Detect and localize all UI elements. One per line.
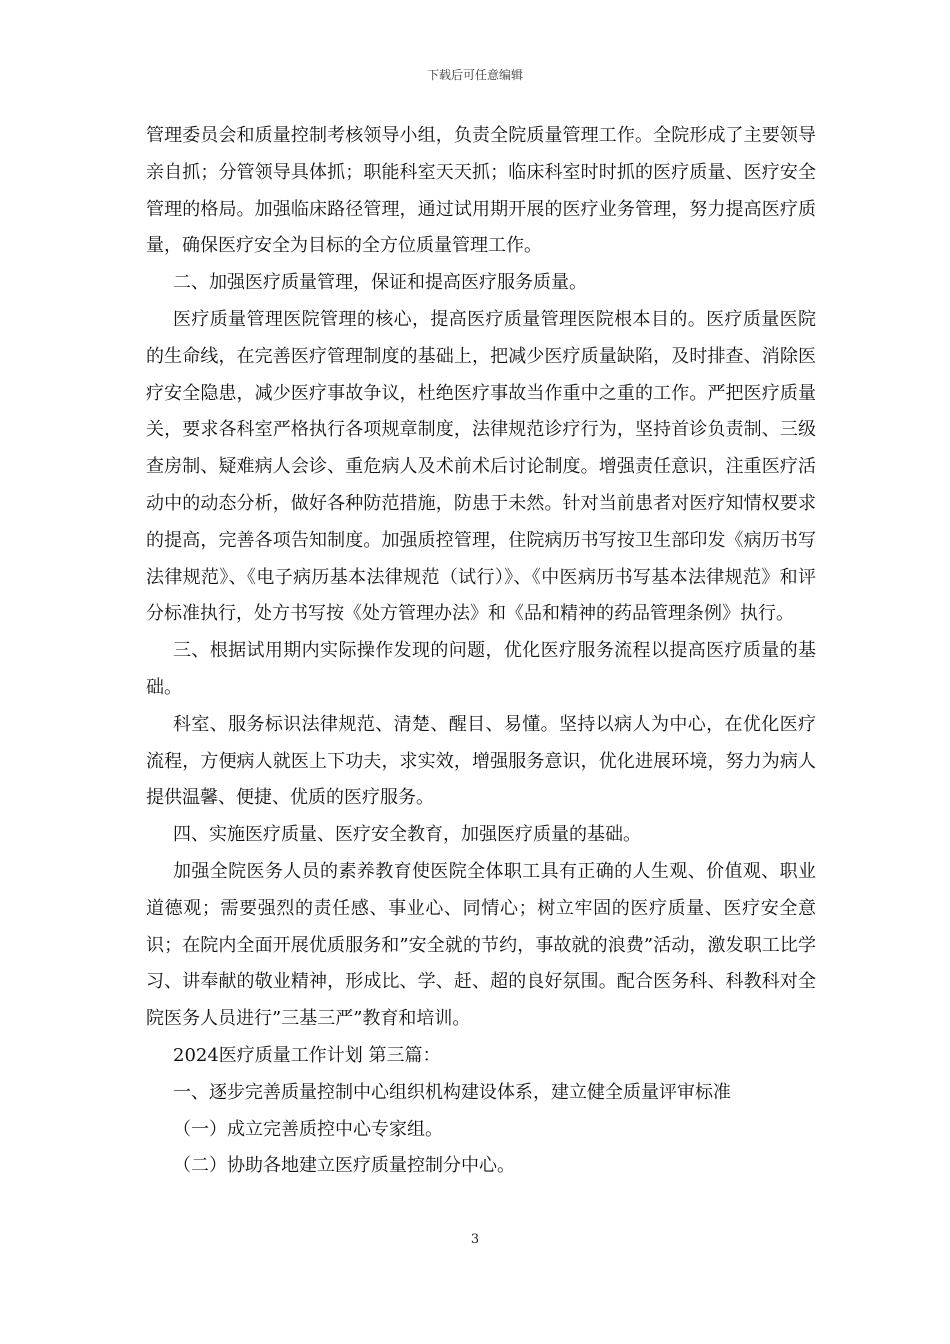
section-heading-4: 四、实施医疗质量、医疗安全教育，加强医疗质量的基础。 [173, 824, 641, 846]
paragraph-2: 医疗质量管理医院管理的核心，提高医疗质量管理医院根本目的。医疗质量医院的生命线，在完善医疗管理制度的基础上，把减少医疗质量缺陷，及时排查、消除医疗安全隐患，减少医疗事故争议，杜绝医疗事故当作重中之重的工作。严把医疗质量关，要求各科室严格执行各项规章制度，法律规范诊疗行为，坚持首诊负责制、三级查房制、疑难病人会诊、重危病人及术前术后讨论制度。增强责任意识，注重医疗活动中的动态分析，做好各种防范措施，防患于未然。针对当前患者对医疗知情权要求的提高，完善各项告知制度。加强质控管理，住院病历书写按卫生部印发《病历书写法律规范》、《电子病历基本法律规范（试行）》、《中医病历书写基本法律规范》和评分标准执行，处方书写按《处方管理办法》和《品和精神的药品管理条例》执行。 [146, 308, 816, 625]
subsection-1: （一）成立完善质控中心专家组。 [173, 1118, 443, 1140]
document-body [146, 118, 816, 1185]
section-heading-3: 三、根据试用期内实际操作发现的问题，优化医疗服务流程以提高医疗质量的基础。 [146, 640, 816, 698]
paragraph-1: 管理委员会和质量控制考核领导小组，负责全院质量管理工作。全院形成了主要领导亲自抓；分管领导具体抓；职能科室天天抓；临床科室时时抓的医疗质量、医疗安全管理的格局。加强临床路径管理，通过试用期开展的医疗业务管理，努力提高医疗质量，确保医疗安全为目标的全方位质量管理工作。 [146, 125, 816, 257]
section-heading-2: 二、加强医疗质量管理，保证和提高医疗服务质量。 [173, 272, 587, 294]
section-heading-5: 一、逐步完善质量控制中心组织机构建设体系，建立健全质量评审标准 [173, 1081, 731, 1103]
page-header: 下载后可任意编辑 [426, 68, 523, 82]
paragraph-3: 科室、服务标识法律规范、清楚、醒目、易懂。坚持以病人为中心，在优化医疗流程，方便病人就医上下功夫，求实效，增强服务意识，优化进展环境，努力为病人提供温馨、便捷、优质的医疗服务。 [146, 713, 816, 809]
subsection-2: （二）协助各地建立医疗质量控制分中心。 [173, 1155, 515, 1177]
paragraph-4: 加强全院医务人员的素养教育使医院全体职工具有正确的人生观、价值观、职业道德观；需要强烈的责任感、事业心、同情心；树立牢固的医疗质量、医疗安全意识；在院内全面开展优质服务和”安全就的节约，事故就的浪费”活动，激发职工比学习、讲奉献的敬业精神，形成比、学、赶、超的良好氛围。配合医务科、科教科对全院医务人员进行”三基三严”教育和培训。 [146, 860, 816, 1030]
part-title: 2024医疗质量工作计划 第三篇： [173, 1044, 441, 1066]
page-number: 3 [470, 1232, 480, 1247]
